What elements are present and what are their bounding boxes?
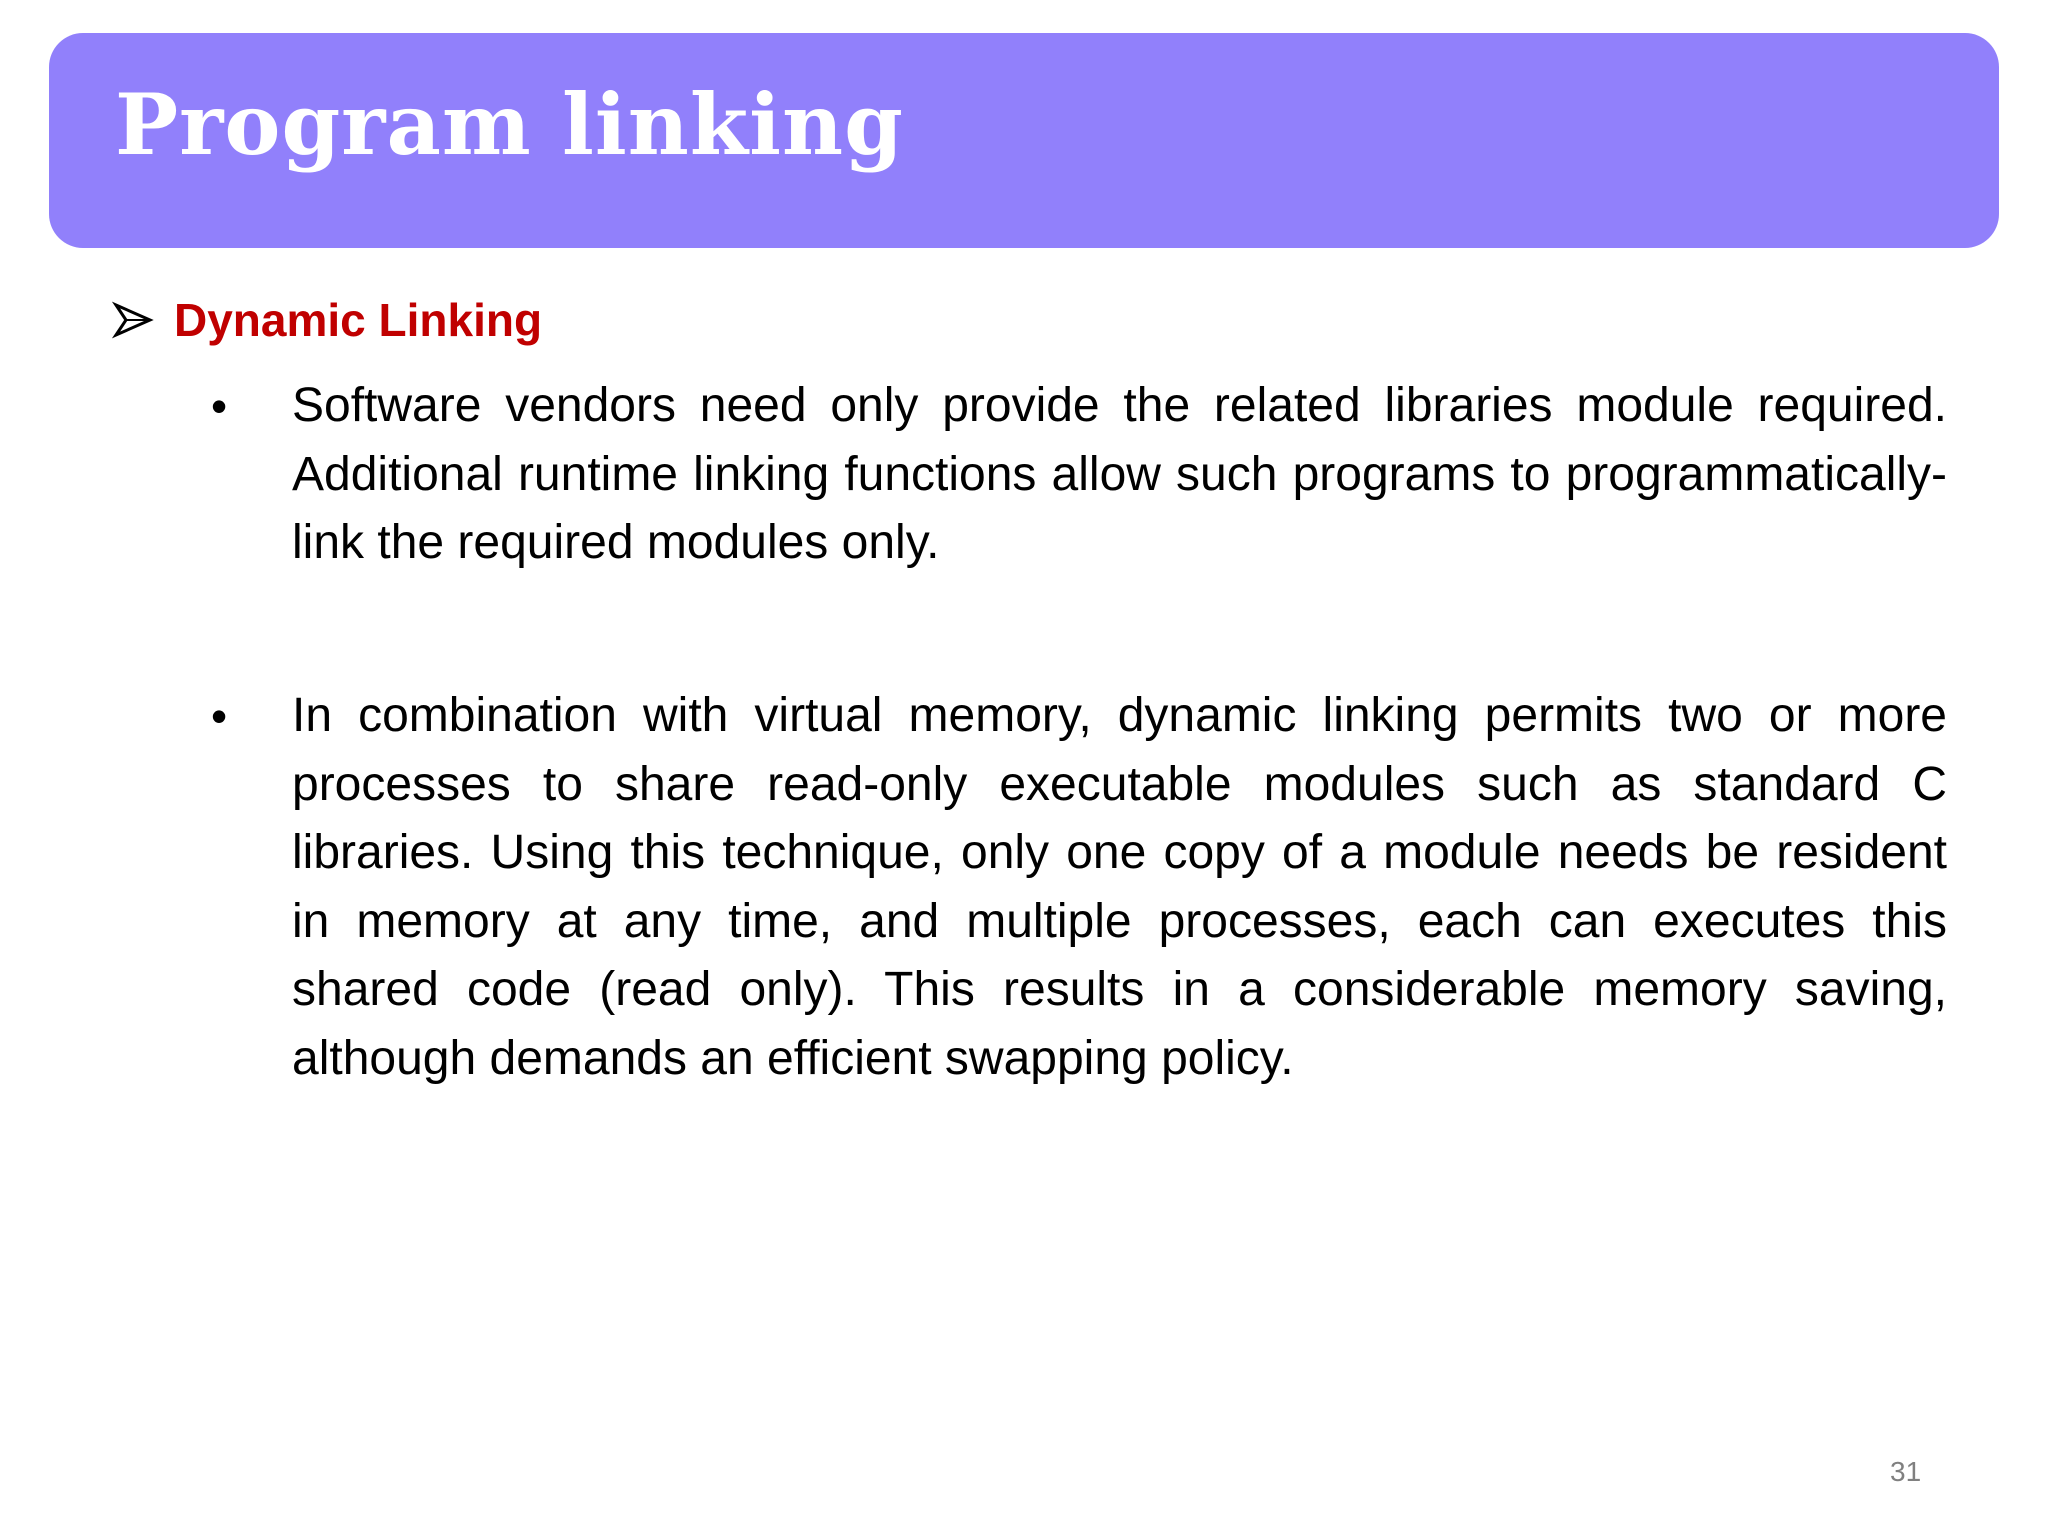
bullet-dot: • xyxy=(211,690,228,742)
bullet-text: Software vendors need only provide the related libraries module required. Additional runtime linking functions allow such programs to programmatically-link the required modules only. xyxy=(292,379,1947,569)
section-heading xyxy=(112,290,542,350)
arrow-bullet-icon xyxy=(112,299,154,341)
title-bar xyxy=(49,33,1999,248)
page-number: 31 xyxy=(1890,1456,1922,1487)
bullet-dot: • xyxy=(211,380,228,432)
bullet-text: In combination with virtual memory, dynamic linking permits two or more processes to share read-only executable modules such as standard C libraries. Using this technique, only one copy of a module needs be resident in memory at any time, and multiple processes, each can executes this shared code (read only). This results in a considerable memory saving, although demands an efficient swapping policy. xyxy=(292,689,1947,1085)
slide-title: Program linking xyxy=(115,75,904,174)
section-heading-text: Dynamic Linking xyxy=(174,294,543,346)
